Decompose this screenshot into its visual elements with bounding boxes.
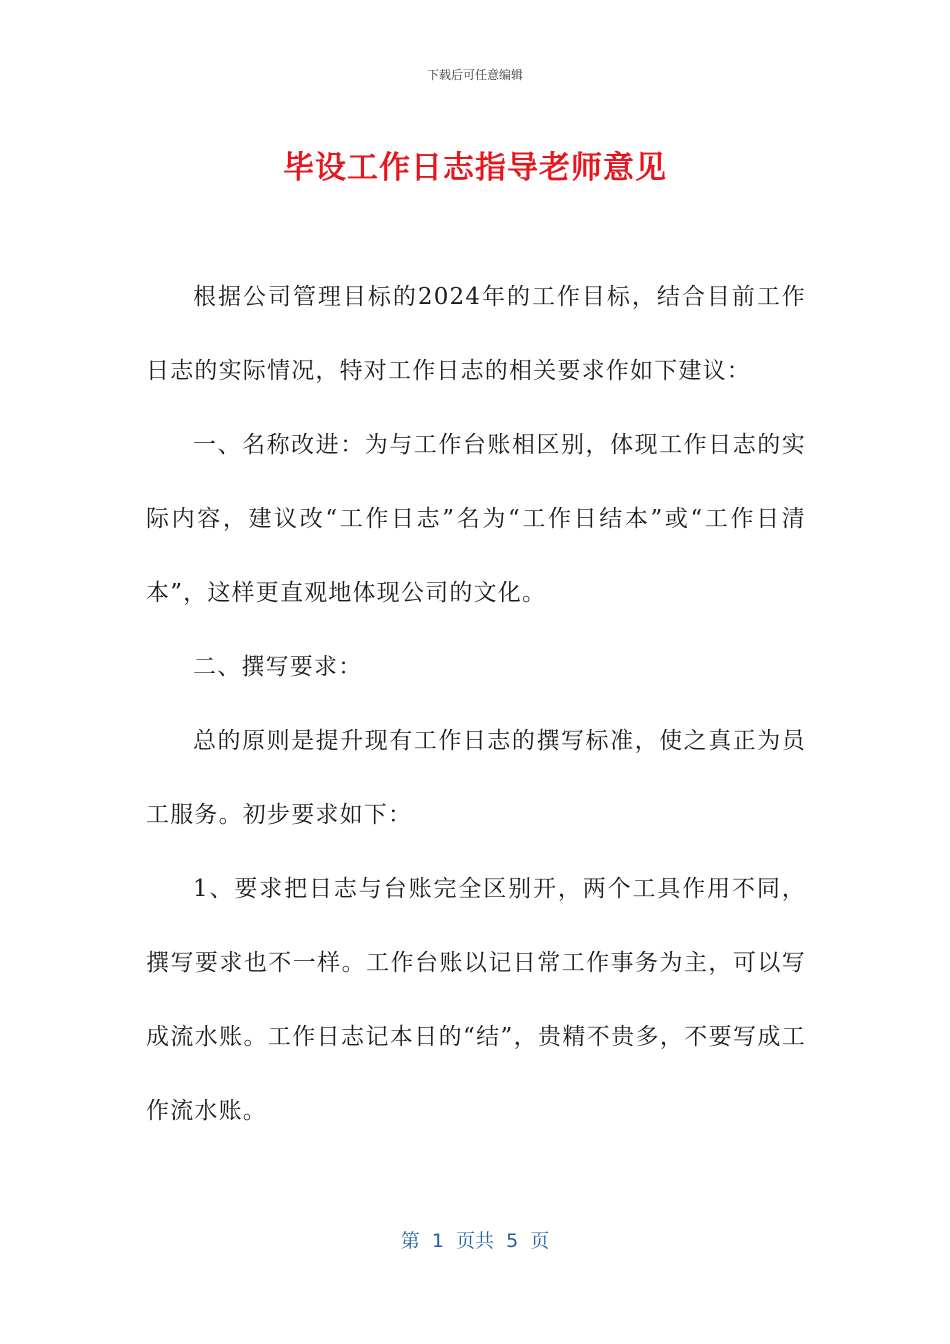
paragraph-section-two-heading: 二、撰写要求： (193, 654, 363, 680)
document-body (146, 260, 806, 1148)
paragraph-general-principle: 总的原则是提升现有工作日志的撰写标准，使之真正为员工服务。初步要求如下： (146, 728, 806, 828)
paragraph-section-one: 一、名称改进：为与工作台账相区别，体现工作日志的实际内容，建议改“工作日志”名为“工作日结本”或“工作日清本”，这样更直观地体现公司的文化。 (146, 432, 806, 606)
page-footer: 第 1 页共 5 页 (400, 1230, 550, 1252)
paragraph-intro: 根据公司管理目标的2024年的工作目标，结合目前工作日志的实际情况，特对工作日志的相关要求作如下建议： (146, 284, 806, 384)
paragraph-requirement-one: 1、要求把日志与台账完全区别开，两个工具作用不同，撰写要求也不一样。工作台账以记日常工作事务为主，可以写成流水账。工作日志记本日的“结”，贵精不贵多，不要写成工作流水账。 (146, 876, 806, 1124)
document-title: 毕设工作日志指导老师意见 (283, 150, 667, 186)
header-note: 下载后可任意编辑 (426, 68, 523, 82)
